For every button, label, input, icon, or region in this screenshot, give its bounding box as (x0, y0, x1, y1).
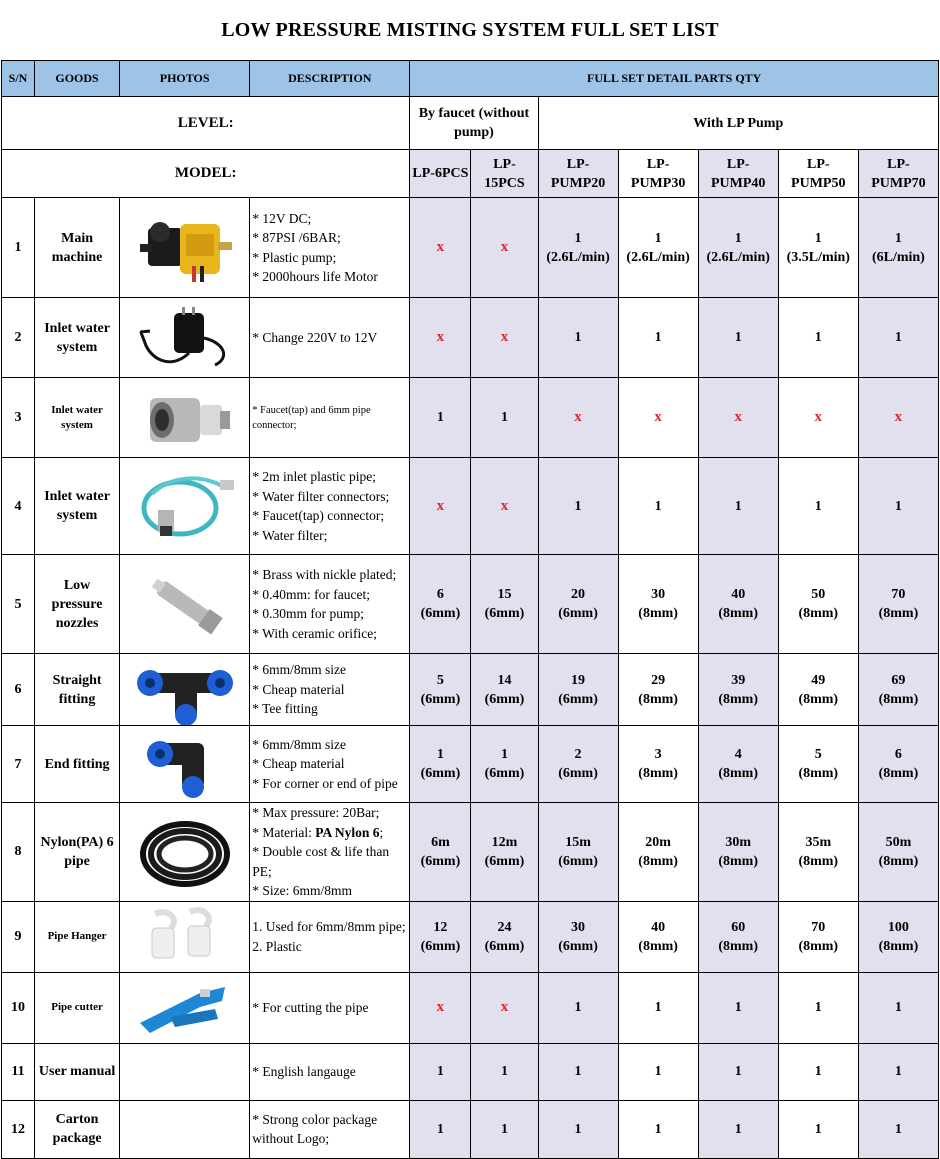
header-sn: S/N (2, 61, 35, 97)
row-description (250, 555, 410, 654)
x-mark: x (471, 972, 538, 1043)
qty-cell: 1 (698, 972, 778, 1043)
qty-cell: 1 (410, 1043, 471, 1100)
row-description (250, 654, 410, 726)
qty-cell: 1 (538, 972, 618, 1043)
tee-fitting-icon (120, 655, 249, 725)
qty-cell: 1 (618, 458, 698, 555)
qty-cell: 1 (618, 1043, 698, 1100)
description-line: * Brass with nickle plated; (252, 567, 397, 582)
row-sn: 12 (2, 1100, 35, 1158)
qty-cell: 1 (6mm) (471, 726, 538, 803)
row-description (250, 726, 410, 803)
row-photo (120, 972, 250, 1043)
row-goods: Inlet water system (35, 458, 120, 555)
row-sn: 11 (2, 1043, 35, 1100)
x-mark: x (471, 198, 538, 298)
row-photo (120, 726, 250, 803)
table-row (2, 726, 939, 803)
qty-cell: 6 (8mm) (858, 726, 938, 803)
qty-cell: 1 (858, 1100, 938, 1158)
qty-cell: 1 (538, 1043, 618, 1100)
row-description (250, 1043, 410, 1100)
row-photo (120, 378, 250, 458)
table-row (2, 803, 939, 902)
qty-cell: 40 (8mm) (698, 555, 778, 654)
row-description (250, 803, 410, 902)
row-sn: 10 (2, 972, 35, 1043)
row-photo (120, 654, 250, 726)
row-sn: 5 (2, 555, 35, 654)
description-line: * Water filter connectors; (252, 488, 390, 504)
description-line: * Tee fitting (252, 701, 318, 717)
parts-table (1, 60, 939, 1159)
description-line: * 6mm/8mm size (252, 736, 346, 752)
qty-cell: 1 (471, 1043, 538, 1100)
qty-cell: 100 (8mm) (858, 901, 938, 972)
level-faucet: By faucet (without pump) (410, 97, 538, 150)
row-photo (120, 458, 250, 555)
model-name: LP-PUMP50 (778, 150, 858, 198)
row-description (250, 458, 410, 555)
model-row (2, 150, 939, 198)
x-mark: x (410, 298, 471, 378)
inlet-pipe-icon (120, 466, 249, 546)
row-sn: 8 (2, 803, 35, 902)
qty-cell: 50 (8mm) (778, 555, 858, 654)
level-pump: With LP Pump (538, 97, 939, 150)
model-name: LP-PUMP40 (698, 150, 778, 198)
row-photo (120, 1043, 250, 1100)
table-row (2, 1043, 939, 1100)
qty-cell: 1 (618, 298, 698, 378)
qty-cell: 5 (6mm) (410, 654, 471, 726)
qty-cell: 35m (8mm) (778, 803, 858, 902)
qty-cell: 1 (858, 458, 938, 555)
description-line: * Double cost & life than PE; (252, 844, 390, 879)
row-goods: Nylon(PA) 6 pipe (35, 803, 120, 902)
table-row (2, 901, 939, 972)
row-photo (120, 803, 250, 902)
qty-cell: 1 (618, 972, 698, 1043)
description-line: * Cheap material (252, 681, 345, 697)
qty-cell: 30 (8mm) (618, 555, 698, 654)
x-mark: x (778, 378, 858, 458)
qty-cell: 1 (778, 458, 858, 555)
row-goods: Pipe Hanger (35, 901, 120, 972)
qty-cell: 1 (6mm) (410, 726, 471, 803)
description-line (252, 823, 407, 843)
x-mark: x (471, 458, 538, 555)
row-goods: User manual (35, 1043, 120, 1100)
row-sn: 2 (2, 298, 35, 378)
table-row (2, 555, 939, 654)
qty-cell: 1 (698, 1043, 778, 1100)
row-description (250, 198, 410, 298)
description-line: 2. Plastic (252, 938, 302, 954)
qty-cell: 15m (6mm) (538, 803, 618, 902)
qty-cell: 1 (698, 458, 778, 555)
row-photo (120, 298, 250, 378)
qty-cell: 1 (778, 972, 858, 1043)
faucet-connector-icon (120, 383, 249, 453)
qty-cell: 1 (3.5L/min) (778, 198, 858, 298)
row-goods: End fitting (35, 726, 120, 803)
qty-cell: 1 (538, 298, 618, 378)
row-goods: Pipe cutter (35, 972, 120, 1043)
qty-cell: 6 (6mm) (410, 555, 471, 654)
qty-cell: 1 (698, 1100, 778, 1158)
x-mark: x (471, 298, 538, 378)
row-description (250, 901, 410, 972)
row-sn: 1 (2, 198, 35, 298)
table-row (2, 458, 939, 555)
qty-cell: 1 (538, 1100, 618, 1158)
qty-cell: 30m (8mm) (698, 803, 778, 902)
x-mark: x (618, 378, 698, 458)
pipe-hanger-icon (120, 902, 249, 972)
description-line: * Cheap material (252, 756, 345, 772)
qty-cell: 1 (778, 298, 858, 378)
row-photo (120, 901, 250, 972)
qty-cell: 1 (858, 1043, 938, 1100)
page-title: LOW PRESSURE MISTING SYSTEM FULL SET LIST (221, 19, 719, 41)
row-goods: Carton package (35, 1100, 120, 1158)
qty-cell: 40 (8mm) (618, 901, 698, 972)
qty-cell: 1 (410, 378, 471, 458)
elbow-fitting-icon (120, 729, 249, 799)
row-sn: 7 (2, 726, 35, 803)
table-row (2, 198, 939, 298)
row-photo (120, 198, 250, 298)
model-name: LP-PUMP30 (618, 150, 698, 198)
pipe-coil-icon (120, 812, 249, 892)
description-line: * 87PSI /6BAR; (252, 230, 341, 245)
table-row (2, 654, 939, 726)
description-line: * 12V DC; (252, 210, 312, 226)
x-mark: x (858, 378, 938, 458)
row-goods: Inlet water system (35, 298, 120, 378)
qty-cell: 1 (778, 1043, 858, 1100)
description-line: * For cutting the pipe (252, 999, 369, 1015)
qty-cell: 15 (6mm) (471, 555, 538, 654)
table-row (2, 972, 939, 1043)
row-goods: Inlet water system (35, 378, 120, 458)
qty-cell: 1 (698, 298, 778, 378)
qty-cell: 2 (6mm) (538, 726, 618, 803)
qty-cell: 1 (2.6L/min) (698, 198, 778, 298)
description-line: * 2m inlet plastic pipe; (252, 469, 376, 484)
x-mark: x (410, 972, 471, 1043)
description-line: * For corner or end of pipe (252, 775, 398, 791)
qty-cell: 4 (8mm) (698, 726, 778, 803)
qty-cell: 1 (6L/min) (858, 198, 938, 298)
qty-cell: 5 (8mm) (778, 726, 858, 803)
qty-cell: 3 (8mm) (618, 726, 698, 803)
row-sn: 9 (2, 901, 35, 972)
header-goods: GOODS (35, 61, 120, 97)
header-row (2, 61, 939, 97)
qty-cell: 1 (471, 378, 538, 458)
qty-cell: 1 (858, 298, 938, 378)
qty-cell: 1 (2.6L/min) (538, 198, 618, 298)
row-goods: Main machine (35, 198, 120, 298)
model-name: LP-15PCS (471, 150, 538, 198)
qty-cell: 19 (6mm) (538, 654, 618, 726)
qty-cell: 20 (6mm) (538, 555, 618, 654)
description-line: * 2000hours life Motor (252, 269, 378, 284)
header-description: DESCRIPTION (250, 61, 410, 97)
row-sn: 6 (2, 654, 35, 726)
model-label: MODEL: (2, 150, 410, 198)
qty-cell: 70 (8mm) (858, 555, 938, 654)
x-mark: x (410, 198, 471, 298)
description-line: * Size: 6mm/8mm (252, 883, 352, 898)
description-line: * English langauge (252, 1063, 356, 1079)
description-line: * 0.30mm for pump; (252, 606, 364, 621)
qty-cell: 14 (6mm) (471, 654, 538, 726)
row-photo (120, 1100, 250, 1158)
qty-cell: 50m (8mm) (858, 803, 938, 902)
description-line: * Faucet(tap) connector; (252, 508, 385, 523)
qty-cell: 49 (8mm) (778, 654, 858, 726)
row-description (250, 378, 410, 458)
qty-cell: 1 (538, 458, 618, 555)
qty-cell: 70 (8mm) (778, 901, 858, 972)
table-row (2, 378, 939, 458)
description-line: * 0.40mm: for faucet; (252, 586, 370, 602)
qty-cell: 39 (8mm) (698, 654, 778, 726)
level-label: LEVEL: (2, 97, 410, 150)
row-sn: 3 (2, 378, 35, 458)
row-description (250, 1100, 410, 1158)
table-row (2, 298, 939, 378)
qty-cell: 1 (618, 1100, 698, 1158)
qty-cell: 12m (6mm) (471, 803, 538, 902)
row-description (250, 972, 410, 1043)
description-line: * Max pressure: 20Bar; (252, 805, 380, 820)
qty-cell: 60 (8mm) (698, 901, 778, 972)
qty-cell: 1 (471, 1100, 538, 1158)
description-text: ; (379, 824, 384, 840)
pipe-cutter-icon (120, 973, 249, 1043)
row-photo (120, 555, 250, 654)
qty-cell: 6m (6mm) (410, 803, 471, 902)
description-line: * Water filter; (252, 527, 328, 543)
power-adapter-icon (120, 303, 249, 373)
row-description (250, 298, 410, 378)
description-text: * Material: (252, 824, 316, 840)
qty-cell: 1 (410, 1100, 471, 1158)
level-row (2, 97, 939, 150)
model-name: LP-PUMP20 (538, 150, 618, 198)
description-line: * Faucet(tap) and 6mm pipe connector; (252, 404, 371, 431)
qty-cell: 29 (8mm) (618, 654, 698, 726)
pump-icon (120, 208, 249, 288)
description-line: * 6mm/8mm size (252, 662, 346, 678)
qty-cell: 24 (6mm) (471, 901, 538, 972)
row-goods: Low pressure nozzles (35, 555, 120, 654)
row-goods: Straight fitting (35, 654, 120, 726)
qty-cell: 30 (6mm) (538, 901, 618, 972)
model-name: LP-6PCS (410, 150, 471, 198)
row-sn: 4 (2, 458, 35, 555)
header-qty: FULL SET DETAIL PARTS QTY (410, 61, 939, 97)
qty-cell: 1 (2.6L/min) (618, 198, 698, 298)
table-row (2, 1100, 939, 1158)
description-line: 1. Used for 6mm/8mm pipe; (252, 919, 406, 934)
description-line: * Plastic pump; (252, 249, 337, 265)
description-line: * Change 220V to 12V (252, 329, 378, 345)
qty-cell: 69 (8mm) (858, 654, 938, 726)
x-mark: x (410, 458, 471, 555)
model-name: LP-PUMP70 (858, 150, 938, 198)
x-mark: x (698, 378, 778, 458)
qty-cell: 1 (858, 972, 938, 1043)
qty-cell: 20m (8mm) (618, 803, 698, 902)
qty-cell: 12 (6mm) (410, 901, 471, 972)
description-bold: PA Nylon 6 (315, 824, 380, 840)
qty-cell: 1 (778, 1100, 858, 1158)
description-line: * Strong color package without Logo; (252, 1111, 378, 1146)
header-photos: PHOTOS (120, 61, 250, 97)
nozzle-icon (120, 564, 249, 644)
x-mark: x (538, 378, 618, 458)
description-line: * With ceramic orifice; (252, 625, 378, 641)
